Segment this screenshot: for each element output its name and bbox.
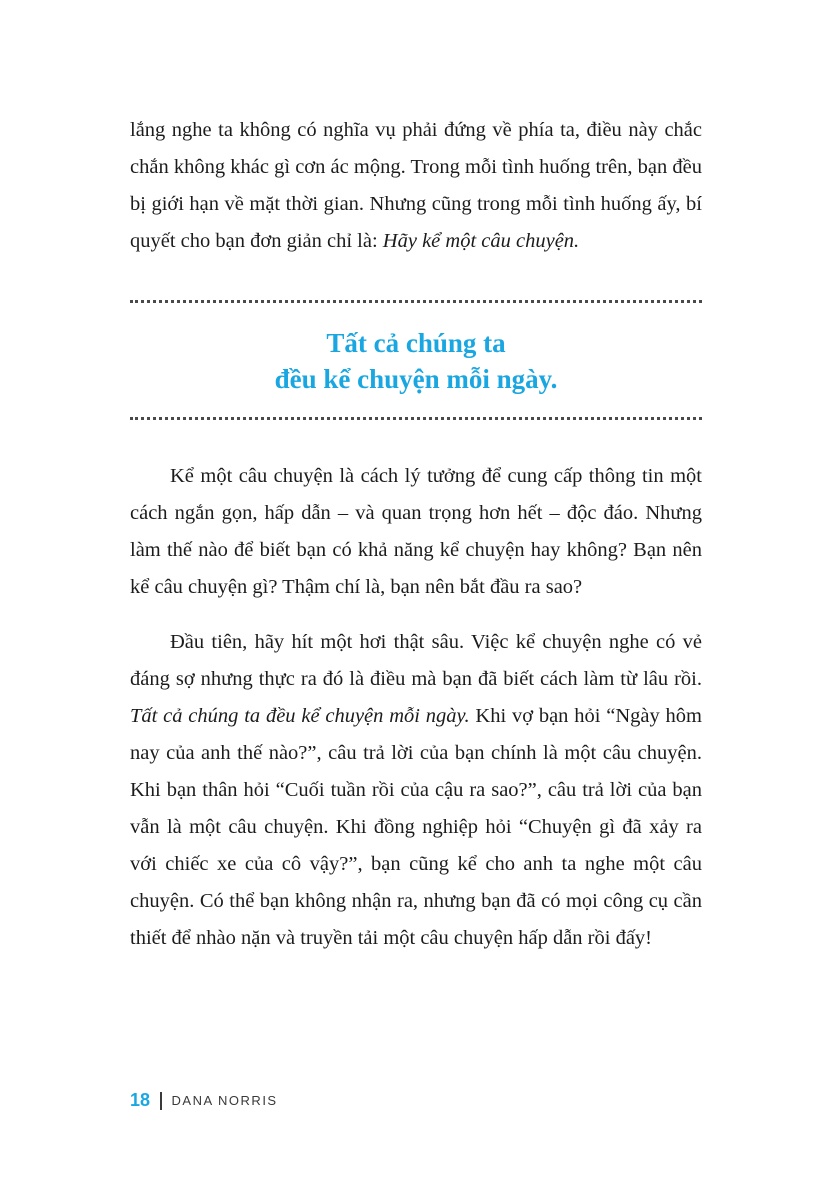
- paragraph-3-text-a: Đầu tiên, hãy hít một hơi thật sâu. Việc kể chuyện nghe có vẻ đáng sợ nhưng thực ra đó là điều mà bạn đã biết cách làm từ lâu rồi.: [130, 631, 702, 690]
- dotted-separator-bottom: [130, 417, 702, 420]
- page-footer: [130, 1090, 278, 1111]
- paragraph-3-italic: Tất cả chúng ta đều kể chuyện mỗi ngày.: [130, 705, 470, 727]
- page-content: [130, 112, 702, 957]
- section-heading-line2: đều kể chuyện mỗi ngày.: [274, 364, 558, 394]
- footer-author: DANA NORRIS: [171, 1093, 278, 1108]
- footer-divider: [160, 1092, 162, 1110]
- paragraph-continuation: [130, 112, 702, 260]
- paragraph-3: [130, 624, 702, 957]
- paragraph-3-text-b: Khi vợ bạn hỏi “Ngày hôm nay của anh thế nào?”, câu trả lời của bạn chính là một câu chuyện. Khi bạn thân hỏi “Cuối tuần rồi của cậu ra sao?”, câu trả lời của bạn vẫn là một câu chuyện. Khi đồng nghiệp hỏi “Chuyện gì đã xảy ra với chiếc xe của cô vậy?”, bạn cũng kể cho anh ta nghe một câu chuyện. Có thể bạn không nhận ra, nhưng bạn đã có mọi công cụ cần thiết để nhào nặn và truyền tải một câu chuyện hấp dẫn rồi đấy!: [130, 705, 702, 949]
- paragraph-continuation-text: lắng nghe ta không có nghĩa vụ phải đứng về phía ta, điều này chắc chắn không khác gì cơn ác mộng. Trong mỗi tình huống trên, bạn đều bị giới hạn về mặt thời gian. Nhưng cũng trong mỗi tình huống ấy, bí quyết cho bạn đơn giản chỉ là:: [130, 119, 702, 252]
- dotted-separator-top: [130, 300, 702, 303]
- section-heading: [130, 325, 702, 397]
- paragraph-continuation-italic: Hãy kể một câu chuyện.: [382, 230, 580, 252]
- paragraph-2: Kể một câu chuyện là cách lý tưởng để cung cấp thông tin một cách ngắn gọn, hấp dẫn – và quan trọng hơn hết – độc đáo. Nhưng làm thế nào để biết bạn có khả năng kể chuyện hay không? Bạn nên kể câu chuyện gì? Thậm chí là, bạn nên bắt đầu ra sao?: [130, 465, 702, 598]
- section-heading-line1: Tất cả chúng ta: [326, 328, 506, 358]
- page-number: 18: [130, 1090, 151, 1110]
